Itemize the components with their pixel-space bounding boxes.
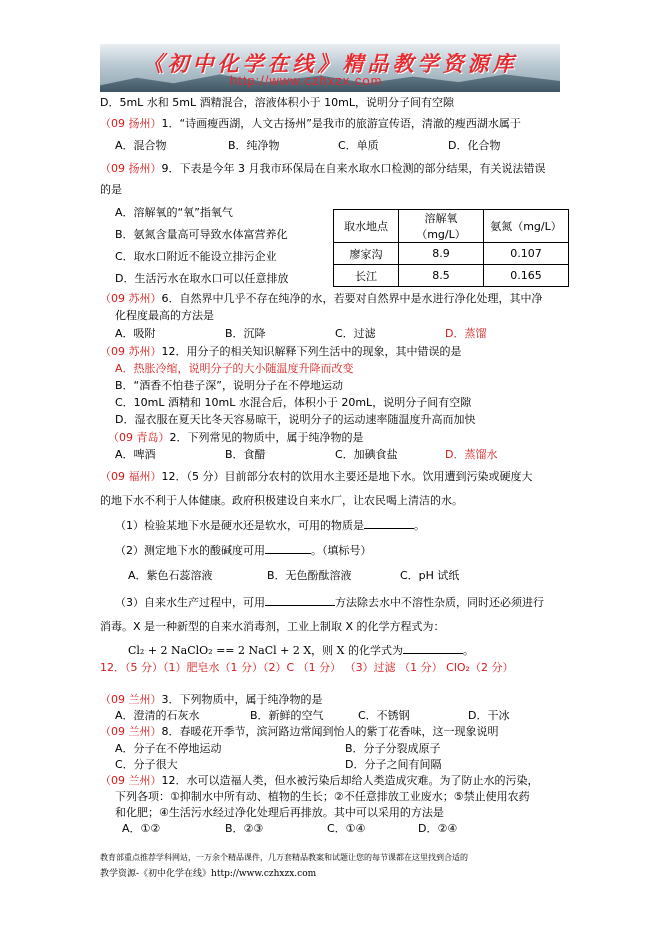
option-b: B．新鲜的空气 (250, 709, 324, 722)
option-c: C．10mL 酒精和 10mL 水混合后，体积小于 20mL，说明分子间有空隙 (115, 396, 472, 409)
option-a: A．吸附 (115, 327, 156, 340)
question-line (100, 117, 521, 131)
option-d: D．湿衣服在夏天比冬天容易晾干，说明分子的运动速率随温度升高而加快 (115, 413, 476, 426)
question-continuation: 消毒。X 是一种新型的自来水消毒剂，工业上制取 X 的化学方程式为： (100, 620, 445, 633)
question-line (100, 470, 533, 484)
sub-question-3 (115, 596, 544, 610)
answer-blank (364, 528, 414, 529)
question-line (100, 693, 323, 707)
question-text: 9．下表是今年 3 月我市环保局在自来水取水口检测的部分结果，有关说法错误 (161, 162, 546, 175)
option-d: D．蒸馏水 (445, 448, 498, 461)
option-c: C．不锈钢 (358, 709, 410, 722)
table-header-cell: 溶解氧（mg/L） (399, 210, 484, 243)
option-a (115, 362, 354, 376)
question-line (100, 774, 539, 788)
table-cell: 0.107 (484, 243, 569, 265)
option-d: D．分子之间有间隔 (345, 758, 442, 771)
sub-question-end: 。 (414, 519, 425, 532)
equation-end: 。 (463, 644, 474, 657)
question-source-tag: （09 苏州） (100, 292, 162, 305)
question-source-tag: （09 兰州） (100, 725, 162, 738)
question-source-tag: （09 青岛） (108, 431, 170, 444)
option-c: C．过滤 (335, 327, 376, 340)
question-continuation: 下列各项：①抑制水中所有动、植物的生长；②不任意排放工业废水；⑤禁止使用农药 (115, 790, 530, 803)
option-b: B．分子分裂成原子 (345, 742, 441, 755)
option-b: B．②③ (225, 822, 264, 835)
question-source-tag: （09 苏州） (100, 345, 162, 358)
text-line: D．5mL 水和 5mL 酒精混合，溶液体积小于 10mL，说明分子间有空隙 (100, 96, 454, 109)
option-b: B．纯净物 (228, 139, 280, 152)
option-b: B．氨氮含量高可导致水体富营养化 (115, 228, 288, 241)
option-b: B．无色酚酞溶液 (267, 569, 352, 582)
table-header-cell: 氨氮（mg/L） (484, 210, 569, 243)
option-c: C．分子很大 (115, 758, 178, 771)
question-text: 12．（5 分）目前部分农村的饮用水主要还是地下水。饮用遭到污染或硬度大 (161, 470, 533, 483)
table-header-row (334, 210, 569, 243)
option-d: D．化合物 (448, 139, 501, 152)
answer-blank (265, 605, 335, 606)
option-d: D．蒸馏 (445, 327, 487, 340)
option-c: C．取水口附近不能设立排污企业 (115, 250, 277, 263)
option-d: D．②④ (418, 822, 458, 835)
sub-question-text: （1）检验某地下水是硬水还是软水，可用的物质是 (115, 519, 364, 532)
question-line (100, 725, 499, 739)
sub-question-2 (115, 544, 372, 558)
question-source-tag: （09 兰州） (100, 774, 162, 787)
answer-blank (265, 553, 311, 554)
question-text: 3．下列物质中，属于纯净物的是 (161, 693, 323, 706)
question-line (100, 292, 543, 306)
banner-title: 《初中化学在线》精品教学资源库 (142, 51, 518, 76)
option-a: A．①② (122, 822, 161, 835)
option-c: C．①④ (327, 822, 366, 835)
question-text: 12．水可以造福人类，但水被污染后却给人类造成灾难。为了防止水的污染， (161, 774, 539, 787)
option-a: A．紫色石蕊溶液 (128, 569, 213, 582)
question-source-tag: （09 福州） (100, 470, 162, 483)
question-line (108, 431, 364, 445)
question-continuation: 的是 (100, 183, 122, 196)
option-a: A．啤酒 (115, 448, 156, 461)
sub-question-1 (115, 519, 425, 533)
table-row (334, 243, 569, 265)
sub-question-end: 。（填标号） (311, 544, 372, 557)
question-line (100, 345, 462, 359)
footer-link-line[interactable]: 教学资源-《初中化学在线》http://www.czhxzx.com (100, 869, 317, 879)
answer-key: 12．（5 分）（1）肥皂水（1 分）（2）C （1 分） （3）过滤 （1 分） ClO₂（2 分） (100, 661, 514, 674)
question-text: 8．春暖花开季节，滨河路边常闻到怡人的紫丁花香味，这一现象说明 (161, 725, 499, 738)
water-test-table (333, 209, 569, 287)
sub-question-text: （2）测定地下水的酸碱度可用 (115, 544, 265, 557)
option-a: A．溶解氧的“氧”指氧气 (115, 206, 233, 219)
option-b: B．沉降 (225, 327, 266, 340)
answer-blank (403, 653, 463, 654)
question-source-tag: （09 扬州） (100, 162, 162, 175)
table-cell: 廖家沟 (334, 243, 399, 265)
table-header-cell: 取水地点 (334, 210, 399, 243)
option-d: D．生活污水在取水口可以任意排放 (115, 272, 289, 285)
banner-url[interactable]: http://www.czhxzx.com (230, 73, 383, 88)
question-line (100, 162, 546, 176)
question-text: 2．下列常见的物质中，属于纯净物的是 (169, 431, 364, 444)
option-c: C．单质 (338, 139, 379, 152)
option-c: C．加碘食盐 (335, 448, 398, 461)
sub-question-end: 方法除去水中不溶性杂质，同时还必须进行 (335, 596, 544, 609)
chemical-equation (128, 644, 474, 658)
header-banner (100, 44, 560, 92)
question-source-tag: （09 兰州） (100, 693, 162, 706)
table-cell: 长江 (334, 265, 399, 287)
option-a: A．澄清的石灰水 (115, 709, 200, 722)
option-b: B．“酒香不怕巷子深”，说明分子在不停地运动 (115, 379, 343, 392)
question-continuation: 化程度最高的方法是 (115, 309, 214, 322)
option-text: A．热胀冷缩，说明分子的大小随温度升降而改变 (115, 362, 354, 375)
question-text: 6．自然界中几乎不存在纯净的水，若要对自然界中是水进行净化处理，其中净 (161, 292, 543, 305)
question-continuation: 的地下水不利于人体健康。政府积极建设自来水厂，让农民喝上清洁的水。 (100, 494, 463, 507)
option-d: D．干冰 (468, 709, 510, 722)
table-cell: 0.165 (484, 265, 569, 287)
question-text: 1．“诗画瘦西湖，人文古扬州”是我市的旅游宣传语，清澈的瘦西湖水属于 (161, 117, 521, 130)
sub-question-text: （3）自来水生产过程中，可用 (115, 596, 265, 609)
option-c: C．pH 试纸 (400, 569, 460, 582)
option-a: A．分子在不停地运动 (115, 742, 222, 755)
equation-text: Cl₂ + 2 NaClO₂ == 2 NaCl + 2 X，则 X 的化学式为 (128, 644, 403, 657)
footer-promo-line: 教育部重点推荐学科网站，一万余个精品课件，几万套精品教案和试题让您的每节课都在这里找到合适的 (100, 853, 468, 862)
question-text: 12．用分子的相关知识解释下列生活中的现象，其中错误的是 (161, 345, 462, 358)
option-a: A．混合物 (115, 139, 167, 152)
option-b: B．食醋 (225, 448, 266, 461)
table-cell: 8.9 (399, 243, 484, 265)
table-row (334, 265, 569, 287)
question-continuation: 和化肥；④生活污水经过净化处理后再排放。其中可以采用的方法是 (115, 806, 444, 819)
table-cell: 8.5 (399, 265, 484, 287)
question-source-tag: （09 扬州） (100, 117, 162, 130)
